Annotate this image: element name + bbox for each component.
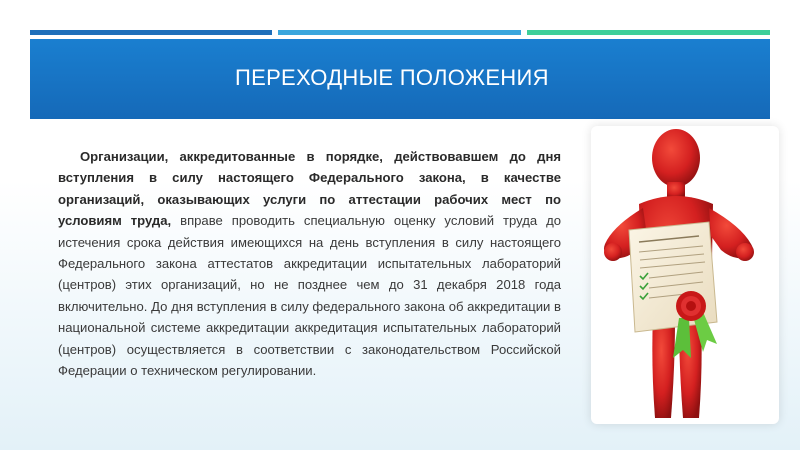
page-title: ПЕРЕХОДНЫЕ ПОЛОЖЕНИЯ <box>235 65 549 90</box>
illustration-card <box>591 126 779 424</box>
body-paragraph <box>58 146 561 381</box>
top-stripe-blue <box>30 30 272 35</box>
figure-head <box>652 129 700 187</box>
red-figure-holding-certificate-icon <box>591 126 779 424</box>
top-stripe-green <box>527 30 770 35</box>
top-stripe-light-blue <box>278 30 521 35</box>
body-bold-text: Организации, аккредитованные в порядке, действовавшем до дня вступления в силу настоящего Федерального закона, в качестве организаций, оказывающих услуги по аттестации рабочих мест по условиям труда, <box>58 149 561 229</box>
title-banner <box>30 39 770 119</box>
body-regular-text: вправе проводить специальную оценку условий труда до истечения срока действия имеющихся на день вступления в силу настоящего Федерального закона аттестатов аккредитации испытательных лабораторий (центров) этих организаций, но не позднее чем до 31 декабря 2018 года включительно. До дня вступления в силу федерального закона об аккредитации в национальной системе аккредитации аккредитация испытательных лабораторий (центров) осуществляется в соответствии с законодательством Российской Федерации о техническом регулировании. <box>58 213 561 379</box>
